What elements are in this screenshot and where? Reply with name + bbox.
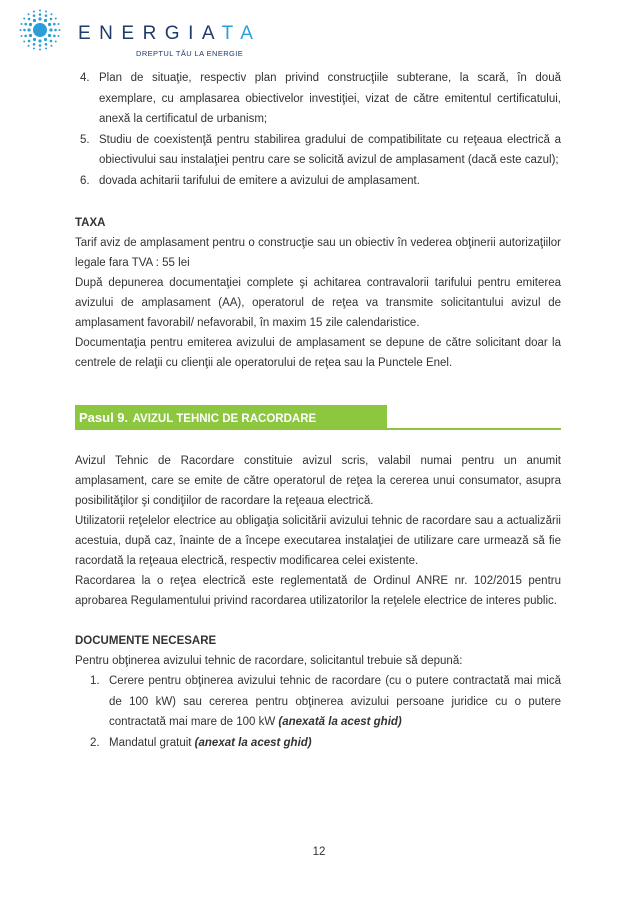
taxa-paragraph-2: După depunerea documentaţiei complete şi achitarea contravalorii tarifului pentru emiterea avizului de amplasament (AA), operatorul de reţea va transmite solicitantului avizul de amplasament favorabil/ nefavorabil, în maxim 15 zile calendaristice. (75, 277, 561, 329)
body-paragraph-2: Utilizatorii reţelelor electrice au obligaţia solicitării avizului tehnic de racordare sau a actualizării acestuia, după caz, înainte de a începe executarea instalaţiei de utilizare care urmează să fie racordată la reţeaua electrică, respectiv modificarea celei existente. (75, 515, 561, 567)
brand-tagline: DREPTUL TĂU LA ENERGIE (136, 49, 244, 58)
brand-name: ENERGIATA (78, 23, 262, 44)
section-header (75, 405, 561, 429)
list-item: 1. Cerere pentru obţinerea avizului tehnic de racordare (cu o putere contractată mai mică de 100 kW) sau cererea pentru obţinerea avizului persoane juridice cu o putere contractată mai mare de 100 kW (anexată la acest ghid) (90, 675, 561, 728)
page-number: 12 (312, 846, 326, 858)
sun-dots-icon (18, 8, 62, 52)
list-item: 5. Studiu de coexistenţă pentru stabilirea gradului de compatibilitate cu reţeaua electrică a obiectivului sau instalaţiei pentru care se solicită avizul de amplasament (dacă este cazul); (80, 133, 561, 166)
docs-list (85, 671, 561, 753)
list-item: 4. Plan de situaţie, respectiv plan privind construcţiile subterane, la scară, în două exemplare, cu amplasarea obiectivelor investiţiei, vizat de către emitentul certificatului, anexă la certificatul de urbanism; (80, 72, 561, 125)
docs-intro: Pentru obţinerea avizului tehnic de racordare, solicitantul trebuie să depună: (75, 655, 463, 667)
list-top (75, 68, 561, 191)
section-step: Pasul 9. (79, 410, 129, 425)
list-item: 6. dovada achitarii tarifului de emitere a avizului de amplasament. (80, 174, 420, 187)
docs-heading: DOCUMENTE NECESARE (75, 635, 217, 647)
taxa-heading: TAXA (75, 217, 106, 229)
page-content (75, 68, 561, 753)
section-title: AVIZUL TEHNIC DE RACORDARE (132, 413, 317, 425)
body-paragraph-1: Avizul Tehnic de Racordare constituie avizul scris, valabil numai pentru un anumit amplasament, care se emite de către operatorul de reţea la cererea unui consumator, asupra posibilităţilor şi condiţiilor de racordare la reţeaua electrică. (75, 455, 561, 507)
taxa-paragraph-1: Tarif aviz de amplasament pentru o construcţie sau un obiectiv în vederea obţinerii autorizaţiilor legale fara TVA : 55 lei (75, 237, 561, 269)
body-paragraph-3: Racordarea la o reţea electrică este reglementată de Ordinul ANRE nr. 102/2015 pentru aprobarea Regulamentului privind racordarea utilizatorilor la reţelele electrice de interes public. (75, 575, 561, 607)
logo (18, 8, 262, 60)
taxa-paragraph-3: Documentaţia pentru emiterea avizului de amplasament se depune de către solicitant doar la centrele de relaţii cu clienţii ale operatorului de reţea sau la Punctele Enel. (75, 337, 561, 369)
list-item: 2. Mandatul gratuit (anexat la acest ghid) (90, 736, 312, 749)
